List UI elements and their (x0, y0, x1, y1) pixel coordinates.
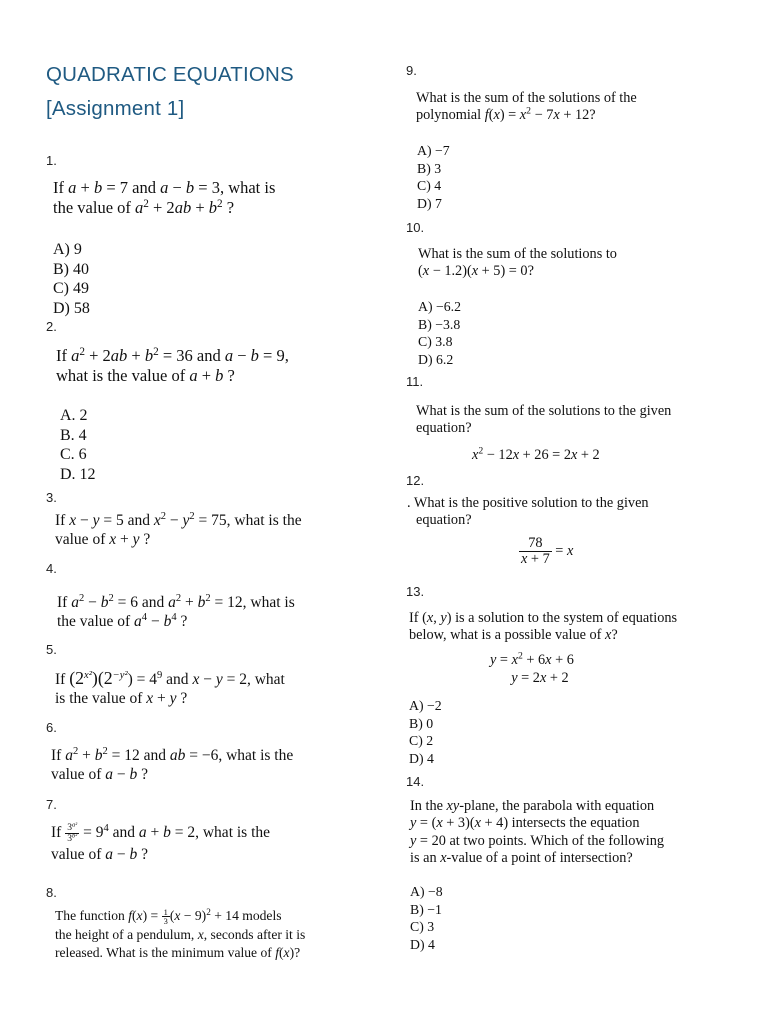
option: B. 4 (60, 426, 87, 444)
option: B) 3 (417, 160, 442, 176)
question-number: 10. (406, 220, 425, 235)
question-text: If $(2^{x^2})(2^{-y^2}) = 4^9$ and x − y = 2, what is the value of x + y ? (55, 668, 285, 707)
question-text: What is the sum of the solutions of the polynomial $f(x) = x^2 - 7x + 12$? (416, 90, 637, 124)
option: B) 40 (53, 260, 89, 278)
option: A) −2 (409, 698, 442, 713)
question-text: If $a^2 + 2ab + b^2 = 36$ and a − b = 9, what is the value of a + b ? (56, 345, 289, 386)
option: C) 3.8 (418, 334, 453, 349)
question-number: 5. (46, 642, 57, 657)
question-text: What is the sum of the solutions to (x − 1.2)(x + 5) = 0? (418, 246, 617, 280)
question-text: . What is the positive solution to the given equation? (407, 495, 649, 529)
question-number: 6. (46, 720, 57, 735)
question-number: 1. (46, 153, 57, 168)
option: C) 4 (417, 178, 442, 193)
option: C) 3 (410, 919, 435, 934)
option: B) −1 (410, 901, 442, 917)
question-text: What is the sum of the solutions to the given equation? (416, 403, 672, 437)
question-number: 9. (406, 63, 417, 78)
answer-options (60, 406, 96, 484)
question-number: 7. (46, 797, 57, 812)
question-text: If $a^2 - b^2 = 6$ and $a^2 + b^2 = 12$, what is the value of $a^4 - b^4$ ? (57, 593, 295, 630)
fraction: $\frac{3^{a^2}}{3^{b^2}}$ (67, 821, 78, 844)
option: D) 6.2 (418, 351, 454, 367)
option: D) 4 (409, 750, 434, 766)
fraction: $\frac{78}{x + 7}$ (521, 535, 550, 567)
option: C. 6 (60, 446, 87, 464)
answer-options (53, 240, 90, 318)
answer-options (417, 142, 450, 212)
question-number: 12. (406, 473, 425, 488)
question-number: 4. (46, 561, 57, 576)
question-number: 2. (46, 319, 57, 334)
question-number: 14. (406, 774, 425, 789)
question-text: If $a^2 + b^2 = 12$ and ab = −6, what is the value of a − b ? (51, 746, 294, 783)
question-number: 11. (406, 374, 424, 389)
option: B) −3.8 (418, 316, 461, 332)
option: B) 0 (409, 715, 434, 731)
page-title: QUADRATIC EQUATIONS (46, 63, 294, 86)
answer-options (410, 883, 443, 953)
option: D) 4 (410, 936, 435, 952)
equation: $\frac{78}{x + 7}$ = x (521, 535, 574, 567)
page-subtitle: [Assignment 1] (46, 97, 185, 120)
fraction: $\frac{1}{3}$ (163, 906, 168, 927)
option: D) 7 (417, 195, 442, 211)
option: C) 49 (53, 280, 89, 298)
answer-options (409, 697, 442, 767)
question-text: If a + b = 7 and a − b = 3, what is the value of $a^2 + 2ab + b^2$ ? (53, 178, 276, 218)
question-text: If x − y = 5 and $x^2 - y^2 = 75$, what is the value of x + y ? (55, 511, 302, 548)
question-text: If (x, y) is a solution to the system of equations below, what is a possible value of x? (409, 610, 678, 644)
option: A) 9 (53, 241, 82, 258)
equation-system: $y = x^2 + 6x + 6$ y = 2x + 2 (490, 650, 574, 686)
question-number: 3. (46, 490, 57, 505)
question-text: The function f(x) = $\frac{1}{3}$ $(x - 9)^2 + 14$ models the height of a pendulum, x, seconds after it is released. What is the minimum value of f(x)? (55, 906, 306, 961)
option: D. 12 (60, 465, 96, 483)
question-number: 8. (46, 885, 57, 900)
answer-options (418, 298, 461, 368)
option: A. 2 (60, 407, 88, 424)
option: D) 58 (53, 299, 90, 317)
question-text: If $\frac{3^{a^2}}{3^{b^2}}$ = $9^4$ and a + b = 2, what is the value of a − b ? (51, 821, 271, 864)
question-text: In the xy-plane, the parabola with equation y = (x + 3)(x + 4) intersects the equation y = 20 at two points. Which of the following is an x-value of a point of intersection? (410, 798, 664, 867)
option: A) −6.2 (418, 299, 462, 314)
equation: $x^2 - 12x + 26 = 2x + 2$ (472, 445, 600, 463)
option: A) −7 (417, 143, 450, 158)
option: C) 2 (409, 733, 434, 748)
option: A) −8 (410, 884, 443, 899)
question-number: 13. (406, 584, 425, 599)
